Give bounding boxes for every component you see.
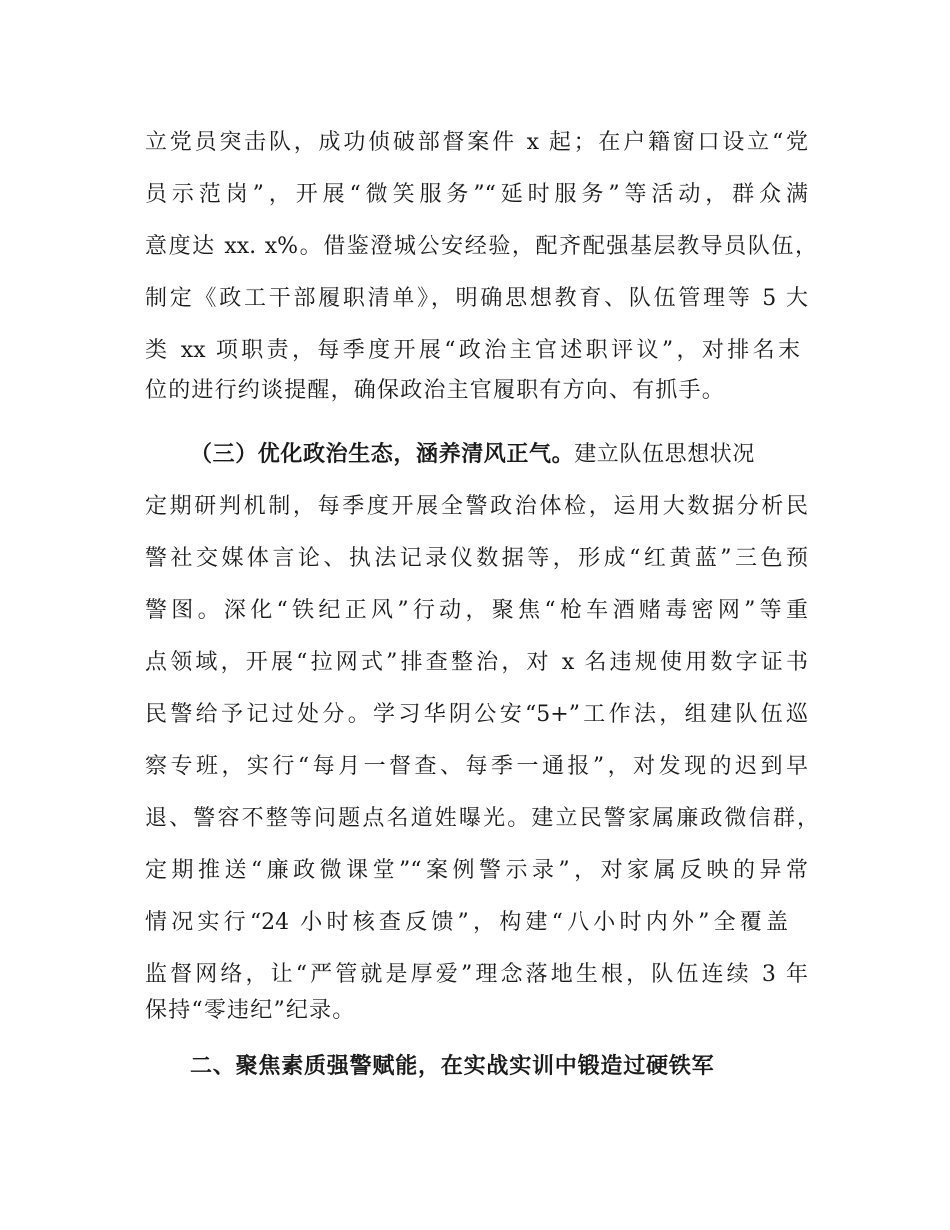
paragraph2-line-12: 保持“零违纪”纪录。 [145, 998, 356, 1023]
paragraph1-line-4: 制定《政工干部履职清单》，明确思想教育、队伍管理等 5 大 [145, 286, 808, 311]
paragraph2-line-8: 退、警容不整等问题点名道姓曝光。建立民警家属廉政微信群， [145, 806, 819, 831]
paragraph2-line-1 [190, 440, 810, 470]
paragraph2-line-2: 定期研判机制，每季度开展全警政治体检，运用大数据分析民 [145, 494, 808, 519]
section-heading: 二、聚焦素质强警赋能，在实战实训中锻造过硬铁军 [190, 1054, 715, 1079]
paragraph1-line-2: 员示范岗”，开展“微笑服务”“延时服务”等活动，群众满 [145, 182, 808, 207]
paragraph1-line-5: 类 xx 项职责，每季度开展“政治主官述职评议”，对排名末 [145, 338, 800, 363]
paragraph2-line-6: 民警给予记过处分。学习华阴公安“5+”工作法，组建队伍巡 [145, 702, 808, 727]
paragraph1-line-6: 位的进行约谈提醒，确保政治主官履职有方向、有抓手。 [145, 378, 726, 403]
paragraph1-line-3: 意度达 xx. x%。借鉴澄城公安经验，配齐配强基层教导员队伍， [145, 234, 817, 259]
paragraph1-line-1: 立党员突击队，成功侦破部督案件 x 起；在户籍窗口设立“党 [145, 130, 808, 155]
paragraph2-line-10: 情况实行“24 小时核查反馈”，构建“八小时内外”全覆盖 [145, 910, 788, 935]
paragraph2-line-9: 定期推送“廉政微课堂”“案例警示录”，对家属反映的异常 [145, 858, 808, 883]
paragraph2-line-4: 警图。深化“铁纪正风”行动，聚焦“枪车酒赌毒密网”等重 [145, 598, 808, 623]
subsection-title: （三）优化政治生态，涵养清风正气。 [190, 442, 575, 467]
paragraph2-line-7: 察专班，实行“每月一督查、每季一通报”，对发现的迟到早 [145, 754, 808, 779]
paragraph2-line-1-rest: 建立队伍思想状况 [574, 442, 756, 467]
paragraph2-line-11: 监督网络，让“严管就是厚爱”理念落地生根，队伍连续 3 年 [145, 962, 808, 987]
paragraph2-line-3: 警社交媒体言论、执法记录仪数据等，形成“红黄蓝”三色预 [145, 546, 808, 571]
paragraph2-line-5: 点领域，开展“拉网式”排查整治，对 x 名违规使用数字证书 [145, 650, 808, 675]
